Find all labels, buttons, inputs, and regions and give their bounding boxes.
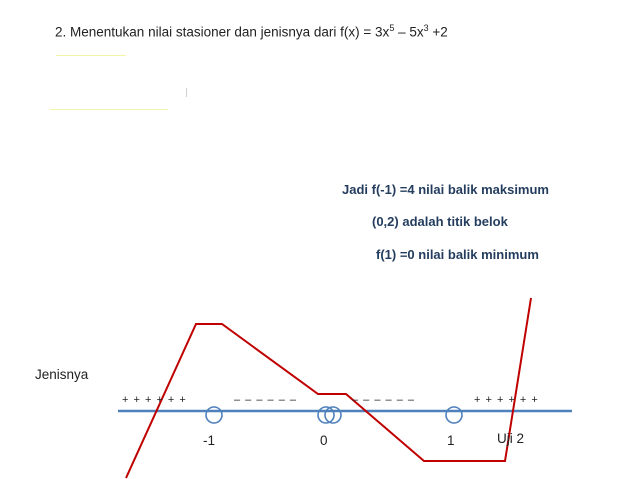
point-circle-neg1 bbox=[206, 407, 222, 423]
point-circle-0a bbox=[318, 407, 334, 423]
test-label: Uji 2 bbox=[497, 431, 525, 446]
derivative-curve bbox=[126, 298, 531, 478]
point-circle-1 bbox=[446, 407, 462, 423]
sign-interval-3: – – – – – – bbox=[352, 394, 415, 406]
conclusion-inflection: (0,2) adalah titik belok bbox=[372, 214, 508, 229]
point-label-neg1: -1 bbox=[203, 433, 216, 448]
sign-chart-label: Jenisnya bbox=[35, 367, 89, 382]
sign-interval-1: + + + + + + bbox=[122, 394, 187, 406]
problem-mid: – 5x bbox=[394, 24, 424, 40]
point-label-0: 0 bbox=[320, 433, 328, 448]
exponent-3: 3 bbox=[423, 23, 429, 33]
point-circle-0b bbox=[325, 407, 341, 423]
exponent-5: 5 bbox=[389, 23, 395, 33]
point-label-1: 1 bbox=[447, 433, 455, 448]
conclusion-maximum: Jadi f(-1) =4 nilai balik maksimum bbox=[342, 182, 549, 197]
sign-interval-2: – – – – – – bbox=[234, 394, 297, 406]
sign-interval-4: + + + + + + bbox=[474, 394, 539, 406]
problem-prefix: 2. Menentukan nilai stasioner dan jenisnya dari f(x) = 3x bbox=[55, 24, 390, 40]
conclusion-minimum: f(1) =0 nilai balik minimum bbox=[376, 247, 539, 262]
problem-suffix: +2 bbox=[428, 24, 448, 40]
